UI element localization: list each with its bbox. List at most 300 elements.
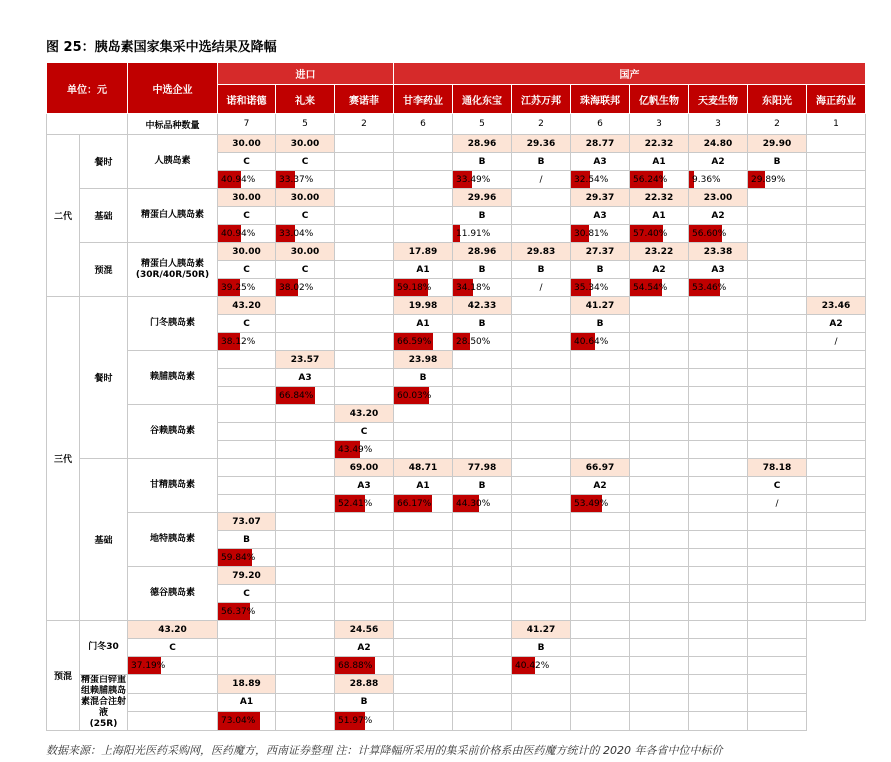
winning-price: 48.71 xyxy=(394,459,453,477)
empty-cell xyxy=(807,567,866,585)
empty-cell xyxy=(689,675,748,694)
price-drop-label: 66.84% xyxy=(279,390,314,401)
empty-cell xyxy=(512,297,571,315)
empty-cell xyxy=(394,585,453,603)
header-row-groups xyxy=(47,63,866,85)
empty-cell xyxy=(748,369,807,387)
empty-cell xyxy=(807,261,866,279)
winning-price: 43.20 xyxy=(218,297,276,315)
empty-cell xyxy=(807,135,866,153)
price-drop-label: / xyxy=(748,495,807,513)
empty-cell xyxy=(335,279,394,297)
table-row xyxy=(47,459,866,477)
price-drop-label: 53.46% xyxy=(692,282,727,293)
winning-price: 73.07 xyxy=(218,513,276,531)
price-drop-label: 33.04% xyxy=(279,228,314,239)
empty-cell xyxy=(807,171,866,189)
price-drop-cell xyxy=(689,225,748,243)
empty-cell xyxy=(689,495,748,513)
bid-group: A3 xyxy=(571,207,630,225)
price-drop-label: 56.37% xyxy=(221,606,256,617)
empty-cell xyxy=(748,639,807,657)
price-drop-label: 40.42% xyxy=(515,660,550,671)
empty-cell xyxy=(276,712,335,731)
price-drop-label: 56.60% xyxy=(692,228,727,239)
empty-cell xyxy=(630,621,689,639)
empty-cell xyxy=(748,351,807,369)
empty-cell xyxy=(571,405,630,423)
bid-group: A2 xyxy=(335,639,394,657)
empty-cell xyxy=(748,621,807,639)
bid-group: C xyxy=(276,261,335,279)
empty-cell xyxy=(630,549,689,567)
product-name xyxy=(128,513,218,567)
empty-cell xyxy=(218,351,276,369)
product-name-line: 精蛋白人胰岛素 xyxy=(140,258,204,269)
winning-price: 18.89 xyxy=(218,675,276,694)
bid-group: A3 xyxy=(689,261,748,279)
empty-cell xyxy=(689,477,748,495)
empty-cell xyxy=(218,405,276,423)
winning-price: 27.37 xyxy=(571,243,630,261)
winning-price: 29.37 xyxy=(571,189,630,207)
empty-cell xyxy=(218,459,276,477)
product-name-line: 人胰岛素 xyxy=(154,156,191,166)
price-drop-label: 66.59% xyxy=(397,336,432,347)
bid-group: B xyxy=(512,153,571,171)
empty-cell xyxy=(394,207,453,225)
winning-price: 69.00 xyxy=(335,459,394,477)
empty-cell xyxy=(807,387,866,405)
price-drop-label: 40.94% xyxy=(221,228,256,239)
price-drop-cell xyxy=(571,333,630,351)
winning-price: 29.90 xyxy=(748,135,807,153)
empty-cell xyxy=(276,675,335,694)
empty-cell xyxy=(335,225,394,243)
price-drop-cell xyxy=(630,171,689,189)
price-drop-label: 66.17% xyxy=(397,498,432,509)
empty-cell xyxy=(394,621,453,639)
product-name xyxy=(128,243,218,297)
empty-cell xyxy=(689,369,748,387)
winning-price: 78.18 xyxy=(748,459,807,477)
bid-group: A2 xyxy=(630,261,689,279)
empty-cell xyxy=(453,621,512,639)
empty-cell xyxy=(394,405,453,423)
price-drop-cell xyxy=(571,225,630,243)
price-drop-cell xyxy=(453,279,512,297)
bid-group: B xyxy=(453,315,512,333)
table-row xyxy=(47,712,866,731)
product-name xyxy=(128,189,218,243)
empty-cell xyxy=(807,405,866,423)
generation-label: 二代 xyxy=(47,135,80,297)
empty-cell xyxy=(512,585,571,603)
table-row xyxy=(47,513,866,531)
price-drop-cell xyxy=(571,495,630,513)
empty-cell xyxy=(276,495,335,513)
product-name xyxy=(80,621,128,675)
winning-price: 66.97 xyxy=(571,459,630,477)
winning-count: 6 xyxy=(394,114,453,135)
empty-cell xyxy=(218,441,276,459)
empty-cell xyxy=(453,585,512,603)
empty-cell xyxy=(630,477,689,495)
empty-cell xyxy=(512,225,571,243)
empty-cell xyxy=(748,225,807,243)
product-name xyxy=(128,459,218,513)
empty-cell xyxy=(394,153,453,171)
product-name-line: 谷赖胰岛素 xyxy=(149,426,195,436)
winning-count: 6 xyxy=(571,114,630,135)
empty-cell xyxy=(218,477,276,495)
bid-group: A1 xyxy=(394,261,453,279)
price-drop-label: 59.18% xyxy=(397,282,432,293)
empty-cell xyxy=(128,675,218,694)
price-drop-label: 28.50% xyxy=(456,336,491,347)
empty-cell xyxy=(453,693,512,712)
price-drop-cell xyxy=(571,279,630,297)
bid-group: C xyxy=(276,153,335,171)
empty-cell xyxy=(689,315,748,333)
price-drop-label: 57.40% xyxy=(633,228,668,239)
price-drop-cell xyxy=(453,333,512,351)
empty-cell xyxy=(807,369,866,387)
winning-price: 43.20 xyxy=(335,405,394,423)
empty-cell xyxy=(689,405,748,423)
empty-cell xyxy=(335,315,394,333)
company-header: 通化东宝 xyxy=(453,85,512,114)
empty-cell xyxy=(276,603,335,621)
empty-cell xyxy=(276,297,335,315)
price-drop-cell xyxy=(276,279,335,297)
price-drop-cell xyxy=(630,225,689,243)
empty-cell xyxy=(807,279,866,297)
price-drop-cell xyxy=(512,657,571,675)
empty-cell xyxy=(807,351,866,369)
empty-cell xyxy=(748,423,807,441)
bid-group: A1 xyxy=(218,693,276,712)
product-name xyxy=(128,297,218,351)
product-name xyxy=(128,405,218,459)
empty-cell xyxy=(571,639,630,657)
group-domestic: 国产 xyxy=(394,63,866,85)
empty-cell xyxy=(276,657,335,675)
table-row xyxy=(47,657,866,675)
empty-cell xyxy=(276,693,335,712)
empty-cell xyxy=(630,675,689,694)
empty-cell xyxy=(218,639,276,657)
price-drop-cell xyxy=(276,225,335,243)
empty-cell xyxy=(512,333,571,351)
empty-cell xyxy=(748,405,807,423)
empty-cell xyxy=(630,513,689,531)
price-drop-cell xyxy=(218,712,276,731)
winning-count: 1 xyxy=(807,114,866,135)
empty-cell xyxy=(630,531,689,549)
empty-cell xyxy=(630,693,689,712)
empty-cell xyxy=(630,369,689,387)
empty-cell xyxy=(689,459,748,477)
empty-cell xyxy=(394,531,453,549)
price-drop-cell xyxy=(218,171,276,189)
table-row xyxy=(47,405,866,423)
empty-cell xyxy=(453,531,512,549)
price-drop-label: 40.94% xyxy=(221,174,256,185)
bid-group: B xyxy=(335,693,394,712)
bid-group: C xyxy=(218,153,276,171)
bid-group: B xyxy=(512,639,571,657)
bid-group: C xyxy=(128,639,218,657)
price-drop-label: / xyxy=(512,279,571,297)
empty-cell xyxy=(276,333,335,351)
empty-cell xyxy=(335,513,394,531)
winning-price: 30.00 xyxy=(276,243,335,261)
bid-group: A1 xyxy=(630,153,689,171)
winning-price: 42.33 xyxy=(453,297,512,315)
empty-cell xyxy=(512,189,571,207)
company-header: 天麦生物 xyxy=(689,85,748,114)
empty-cell xyxy=(276,459,335,477)
empty-cell xyxy=(453,639,512,657)
empty-cell xyxy=(571,621,630,639)
price-drop-label: 54.54% xyxy=(633,282,668,293)
price-drop-label: 35.34% xyxy=(574,282,609,293)
bid-group: A2 xyxy=(807,315,866,333)
empty-cell xyxy=(335,567,394,585)
company-label: 中选企业 xyxy=(128,63,218,114)
empty-cell xyxy=(335,351,394,369)
winning-price: 23.57 xyxy=(276,351,335,369)
empty-cell xyxy=(748,603,807,621)
empty-cell xyxy=(689,585,748,603)
empty-cell xyxy=(512,675,571,694)
price-drop-cell xyxy=(335,657,394,675)
empty-cell xyxy=(394,567,453,585)
empty-cell xyxy=(748,315,807,333)
empty-cell xyxy=(571,441,630,459)
category-label: 基础 xyxy=(80,459,128,621)
bid-group: A3 xyxy=(571,153,630,171)
bid-group: C xyxy=(748,477,807,495)
empty-cell xyxy=(748,207,807,225)
price-drop-cell xyxy=(218,603,276,621)
winning-price: 30.00 xyxy=(276,135,335,153)
empty-cell xyxy=(748,657,807,675)
price-drop-cell xyxy=(276,171,335,189)
empty-cell xyxy=(276,639,335,657)
empty-cell xyxy=(394,712,453,731)
empty-cell xyxy=(630,585,689,603)
price-drop-cell xyxy=(630,279,689,297)
header-row-counts xyxy=(47,114,866,135)
empty-cell xyxy=(512,315,571,333)
winning-price: 23.22 xyxy=(630,243,689,261)
empty-cell xyxy=(453,369,512,387)
product-name-line: 精蛋白锌重组赖脯胰岛素混合注射液 xyxy=(80,675,126,718)
winning-count: 3 xyxy=(630,114,689,135)
empty-cell xyxy=(512,387,571,405)
empty-cell xyxy=(335,261,394,279)
empty-cell xyxy=(276,423,335,441)
empty-cell xyxy=(218,387,276,405)
winning-count: 7 xyxy=(218,114,276,135)
bid-group: C xyxy=(218,261,276,279)
empty-cell xyxy=(748,387,807,405)
empty-cell xyxy=(394,225,453,243)
empty-cell xyxy=(571,387,630,405)
winning-price: 24.80 xyxy=(689,135,748,153)
empty-cell xyxy=(512,495,571,513)
bid-group: B xyxy=(571,315,630,333)
empty-cell xyxy=(512,459,571,477)
empty-cell xyxy=(748,693,807,712)
count-label: 中标品种数量 xyxy=(128,114,218,135)
price-drop-label: 33.37% xyxy=(279,174,314,185)
empty-cell xyxy=(512,549,571,567)
empty-cell xyxy=(630,712,689,731)
price-drop-label: 37.19% xyxy=(131,660,166,671)
empty-cell xyxy=(689,333,748,351)
empty-cell xyxy=(748,585,807,603)
empty-cell xyxy=(748,531,807,549)
empty-cell xyxy=(394,657,453,675)
empty-cell xyxy=(689,531,748,549)
empty-cell xyxy=(748,567,807,585)
empty-cell xyxy=(571,585,630,603)
empty-cell xyxy=(394,603,453,621)
empty-cell xyxy=(807,585,866,603)
winning-price: 30.00 xyxy=(218,243,276,261)
empty-cell xyxy=(453,351,512,369)
product-name xyxy=(128,351,218,405)
empty-cell xyxy=(394,549,453,567)
winning-price: 28.88 xyxy=(335,675,394,694)
empty-cell xyxy=(335,333,394,351)
winning-count: 5 xyxy=(276,114,335,135)
price-drop-label: 33.49% xyxy=(456,174,491,185)
empty-cell xyxy=(689,441,748,459)
table-row xyxy=(47,243,866,261)
empty-cell xyxy=(335,153,394,171)
empty-cell xyxy=(276,315,335,333)
empty-cell xyxy=(218,657,276,675)
price-drop-cell xyxy=(128,657,218,675)
empty-cell xyxy=(748,549,807,567)
empty-cell xyxy=(571,567,630,585)
bid-group: A3 xyxy=(335,477,394,495)
empty-cell xyxy=(748,513,807,531)
price-drop-label: 30.81% xyxy=(574,228,609,239)
empty-cell xyxy=(453,387,512,405)
empty-cell xyxy=(571,712,630,731)
empty-cell xyxy=(689,513,748,531)
price-drop-label: 40.64% xyxy=(574,336,609,347)
empty-cell xyxy=(807,189,866,207)
empty-cell xyxy=(748,441,807,459)
empty-cell xyxy=(276,477,335,495)
empty-cell xyxy=(335,207,394,225)
empty-cell xyxy=(453,441,512,459)
empty-cell xyxy=(453,513,512,531)
empty-cell xyxy=(453,405,512,423)
empty-cell xyxy=(807,441,866,459)
empty-cell xyxy=(512,207,571,225)
empty-cell xyxy=(689,567,748,585)
winning-price: 22.32 xyxy=(630,135,689,153)
company-header: 江苏万邦 xyxy=(512,85,571,114)
price-drop-label: 44.30% xyxy=(456,498,491,509)
empty-cell xyxy=(630,423,689,441)
product-name-line: 德谷胰岛素 xyxy=(149,588,195,598)
bid-group: A1 xyxy=(394,477,453,495)
price-drop-cell xyxy=(218,279,276,297)
winning-price: 29.83 xyxy=(512,243,571,261)
empty-cell xyxy=(276,621,335,639)
empty-cell xyxy=(630,297,689,315)
winning-price: 41.27 xyxy=(512,621,571,639)
empty-cell xyxy=(630,603,689,621)
empty-cell xyxy=(630,405,689,423)
empty-cell xyxy=(276,441,335,459)
generation-label: 三代 xyxy=(47,297,80,621)
price-drop-cell xyxy=(748,171,807,189)
empty-cell xyxy=(335,297,394,315)
winning-price: 43.20 xyxy=(128,621,218,639)
bid-group: A2 xyxy=(571,477,630,495)
empty-cell xyxy=(453,423,512,441)
price-drop-label: 11.91% xyxy=(456,228,491,239)
winning-price: 23.98 xyxy=(394,351,453,369)
price-drop-cell xyxy=(571,171,630,189)
winning-price: 23.00 xyxy=(689,189,748,207)
empty-cell xyxy=(453,603,512,621)
empty-cell xyxy=(335,585,394,603)
empty-cell xyxy=(335,531,394,549)
empty-cell xyxy=(689,297,748,315)
source-note: 数据来源：上海阳光医药采购网，医药魔方，西南证券整理 注：计算降幅所采用的集采前价格系由医药魔方统计的 2020 年各省中位中标价 xyxy=(46,744,723,757)
price-drop-label: 38.12% xyxy=(221,336,256,347)
winning-price: 29.96 xyxy=(453,189,512,207)
empty-cell xyxy=(630,387,689,405)
table-row xyxy=(47,621,866,639)
price-drop-cell xyxy=(453,225,512,243)
empty-cell xyxy=(453,567,512,585)
empty-cell xyxy=(571,693,630,712)
price-drop-cell xyxy=(218,333,276,351)
empty-cell xyxy=(394,171,453,189)
empty-cell xyxy=(807,225,866,243)
bid-group: A1 xyxy=(394,315,453,333)
category-label: 基础 xyxy=(80,189,128,243)
price-drop-cell xyxy=(453,171,512,189)
bid-group: A2 xyxy=(689,153,748,171)
price-drop-cell xyxy=(335,712,394,731)
price-drop-cell xyxy=(394,387,453,405)
empty-cell xyxy=(453,549,512,567)
winning-price: 29.36 xyxy=(512,135,571,153)
product-name-line: (30R/40R/50R) xyxy=(135,269,210,280)
price-drop-label: 51.97% xyxy=(338,716,373,727)
empty-cell xyxy=(689,423,748,441)
empty-cell xyxy=(512,477,571,495)
empty-cell xyxy=(512,712,571,731)
winning-count: 2 xyxy=(748,114,807,135)
empty-cell xyxy=(630,567,689,585)
empty-cell xyxy=(218,369,276,387)
bid-group: B xyxy=(571,261,630,279)
price-drop-cell xyxy=(394,333,453,351)
